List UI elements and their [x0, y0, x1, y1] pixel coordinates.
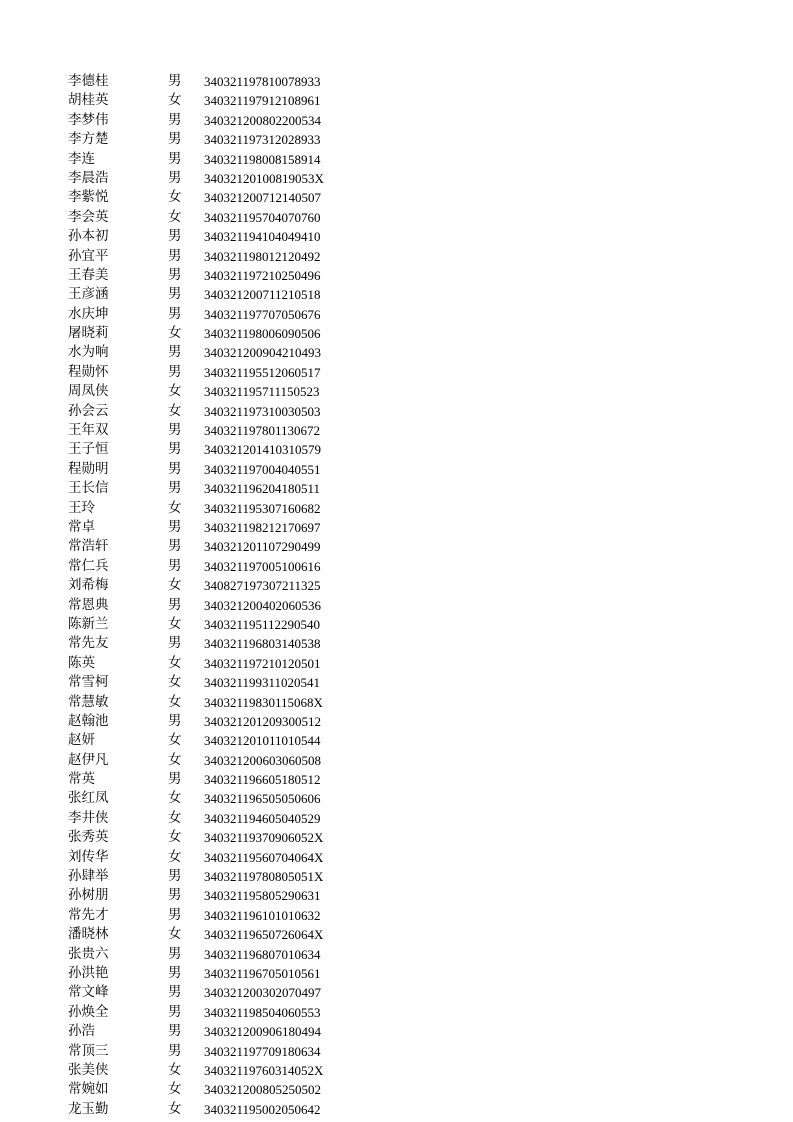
table-row: [68, 751, 388, 770]
person-gender: 女: [168, 92, 182, 109]
person-name: 周凤侠: [68, 383, 109, 400]
person-gender: 女: [168, 1081, 182, 1098]
person-name: 李连: [68, 150, 95, 167]
person-id-number: 340321196803140538: [204, 636, 321, 652]
person-id-number: 340321196705010561: [204, 965, 321, 981]
person-name: 常卓: [68, 518, 95, 535]
table-row: [68, 537, 388, 556]
person-id-number: 340321196101010632: [204, 907, 321, 923]
table-row: [68, 499, 388, 518]
table-row: [68, 305, 388, 324]
table-row: [68, 634, 388, 653]
table-row: [68, 731, 388, 750]
person-name: 孙洪艳: [68, 964, 109, 981]
person-gender: 女: [168, 674, 182, 691]
person-gender: 男: [168, 441, 182, 458]
person-id-number: 340321201410310579: [204, 442, 321, 458]
person-name: 李会英: [68, 208, 109, 225]
person-name: 屠晓莉: [68, 325, 109, 342]
person-id-number: 340321194104049410: [204, 229, 321, 245]
table-row: [68, 886, 388, 905]
person-gender: 女: [168, 809, 182, 826]
person-name: 王年双: [68, 422, 109, 439]
person-name: 李梦伟: [68, 111, 109, 128]
person-gender: 女: [168, 751, 182, 768]
table-row: [68, 150, 388, 169]
table-row: [68, 673, 388, 692]
person-name: 常慧敏: [68, 693, 109, 710]
person-id-number: 340321195805290631: [204, 888, 321, 904]
person-id-number: 340321195112290540: [204, 616, 321, 632]
table-row: [68, 925, 388, 944]
table-row: [68, 1042, 388, 1061]
person-id-number: 340321200402060536: [204, 597, 321, 613]
person-gender: 女: [168, 499, 182, 516]
table-row: [68, 188, 388, 207]
person-id-number: 340321200805250502: [204, 1082, 321, 1098]
table-row: [68, 557, 388, 576]
person-gender: 男: [168, 635, 182, 652]
person-name: 水为响: [68, 344, 109, 361]
person-id-number: 34032119370906052X: [204, 830, 324, 846]
person-id-number: 340321196605180512: [204, 772, 321, 788]
person-id-number: 340321197210250496: [204, 267, 321, 283]
person-name: 胡桂英: [68, 92, 109, 109]
table-row: [68, 770, 388, 789]
table-row: [68, 712, 388, 731]
table-row: [68, 1100, 388, 1119]
person-id-number: 340321201107290499: [204, 539, 321, 555]
table-row: [68, 111, 388, 130]
person-gender: 男: [168, 712, 182, 729]
person-id-number: 340321200802200534: [204, 112, 321, 128]
person-gender: 女: [168, 848, 182, 865]
person-name: 陈英: [68, 654, 95, 671]
table-row: [68, 72, 388, 91]
person-name: 王长信: [68, 480, 109, 497]
person-id-number: 340321196204180511: [204, 481, 321, 497]
person-gender: 女: [168, 402, 182, 419]
person-gender: 男: [168, 518, 182, 535]
table-row: [68, 460, 388, 479]
person-id-number: 340321197707050676: [204, 306, 321, 322]
table-row: [68, 983, 388, 1002]
person-id-number: 34032119760314052X: [204, 1062, 324, 1078]
person-name: 常先友: [68, 635, 109, 652]
table-row: [68, 693, 388, 712]
person-name: 陈新兰: [68, 615, 109, 632]
person-id-number: 340321200711210518: [204, 287, 321, 303]
person-gender: 女: [168, 1061, 182, 1078]
person-name: 张秀英: [68, 829, 109, 846]
person-name: 常顶三: [68, 1042, 109, 1059]
person-id-number: 34032119780805051X: [204, 869, 324, 885]
person-gender: 男: [168, 266, 182, 283]
table-row: [68, 91, 388, 110]
table-row: [68, 596, 388, 615]
table-row: [68, 906, 388, 925]
person-id-number: 34032119560704064X: [204, 849, 324, 865]
person-id-number: 340321201011010544: [204, 733, 321, 749]
table-row: [68, 208, 388, 227]
person-name: 常文峰: [68, 984, 109, 1001]
person-name: 李德桂: [68, 73, 109, 89]
person-id-number: 340321197310030503: [204, 403, 321, 419]
roster-table: [68, 72, 388, 1119]
person-gender: 女: [168, 829, 182, 846]
person-name: 常雪柯: [68, 674, 109, 691]
person-name: 李晨浩: [68, 169, 109, 186]
table-row: [68, 227, 388, 246]
person-gender: 女: [168, 615, 182, 632]
person-name: 王子恒: [68, 441, 109, 458]
person-gender: 男: [168, 344, 182, 361]
person-gender: 女: [168, 732, 182, 749]
person-id-number: 340321195002050642: [204, 1101, 321, 1117]
person-name: 孙本初: [68, 228, 109, 245]
person-name: 赵伊凡: [68, 751, 109, 768]
person-name: 刘传华: [68, 848, 109, 865]
person-id-number: 34032120100819053X: [204, 170, 324, 186]
person-id-number: 340321197709180634: [204, 1043, 321, 1059]
table-row: [68, 1080, 388, 1099]
person-name: 李井侠: [68, 809, 109, 826]
person-id-number: 340321195711150523: [204, 384, 320, 400]
person-name: 常恩典: [68, 596, 109, 613]
table-row: [68, 382, 388, 401]
person-name: 常仁兵: [68, 557, 109, 574]
person-name: 李紫悦: [68, 189, 109, 206]
person-id-number: 340321197005100616: [204, 558, 321, 574]
table-row: [68, 576, 388, 595]
person-id-number: 340321195704070760: [204, 209, 321, 225]
person-name: 张红凤: [68, 790, 109, 807]
person-name: 程勋怀: [68, 363, 109, 380]
table-row: [68, 247, 388, 266]
person-gender: 女: [168, 189, 182, 206]
table-row: [68, 1003, 388, 1022]
person-name: 王彦涵: [68, 286, 109, 303]
table-row: [68, 266, 388, 285]
person-id-number: 340321198504060553: [204, 1004, 321, 1020]
table-row: [68, 343, 388, 362]
person-name: 孙焕全: [68, 1003, 109, 1020]
person-name: 张美侠: [68, 1061, 109, 1078]
person-id-number: 340321195512060517: [204, 364, 321, 380]
person-gender: 男: [168, 422, 182, 439]
person-name: 孙浩: [68, 1023, 95, 1040]
person-id-number: 340321197210120501: [204, 655, 321, 671]
person-gender: 女: [168, 577, 182, 594]
person-id-number: 340321197801130672: [204, 423, 321, 439]
person-gender: 男: [168, 305, 182, 322]
table-row: [68, 654, 388, 673]
person-name: 潘晓林: [68, 926, 109, 943]
person-gender: 男: [168, 538, 182, 555]
person-id-number: 340321200712140507: [204, 190, 321, 206]
table-row: [68, 964, 388, 983]
person-name: 常浩轩: [68, 538, 109, 555]
person-gender: 男: [168, 363, 182, 380]
person-name: 常英: [68, 771, 95, 788]
table-row: [68, 518, 388, 537]
person-gender: 男: [168, 228, 182, 245]
person-gender: 女: [168, 325, 182, 342]
table-row: [68, 945, 388, 964]
table-row: [68, 867, 388, 886]
person-id-number: 340321200603060508: [204, 752, 321, 768]
person-gender: 女: [168, 790, 182, 807]
table-row: [68, 169, 388, 188]
person-id-number: 340321194605040529: [204, 810, 321, 826]
person-id-number: 340321198012120492: [204, 248, 321, 264]
table-row: [68, 1061, 388, 1080]
table-row: [68, 828, 388, 847]
person-gender: 女: [168, 208, 182, 225]
person-id-number: 340321197312028933: [204, 132, 321, 148]
person-gender: 女: [168, 693, 182, 710]
person-gender: 女: [168, 383, 182, 400]
person-name: 李方楚: [68, 131, 109, 148]
table-row: [68, 848, 388, 867]
person-name: 常婉如: [68, 1081, 109, 1098]
person-name: 孙树朋: [68, 887, 109, 904]
person-gender: 男: [168, 73, 182, 89]
person-gender: 男: [168, 945, 182, 962]
person-gender: 男: [168, 868, 182, 885]
person-id-number: 340321195307160682: [204, 500, 321, 516]
table-row: [68, 285, 388, 304]
person-id-number: 340321198006090506: [204, 326, 321, 342]
person-gender: 男: [168, 150, 182, 167]
person-gender: 女: [168, 654, 182, 671]
table-row: [68, 615, 388, 634]
person-name: 刘希梅: [68, 577, 109, 594]
table-row: [68, 363, 388, 382]
table-row: [68, 440, 388, 459]
table-row: [68, 402, 388, 421]
person-id-number: 340321198008158914: [204, 151, 321, 167]
person-name: 赵妍: [68, 732, 95, 749]
person-gender: 男: [168, 131, 182, 148]
person-id-number: 340321200302070497: [204, 985, 321, 1001]
person-id-number: 340321201209300512: [204, 713, 321, 729]
person-id-number: 340321197810078933: [204, 74, 321, 89]
person-gender: 男: [168, 286, 182, 303]
person-id-number: 340321196505050606: [204, 791, 321, 807]
table-row: [68, 421, 388, 440]
person-name: 王春美: [68, 266, 109, 283]
person-gender: 男: [168, 984, 182, 1001]
person-name: 龙玉勤: [68, 1100, 109, 1117]
person-name: 孙肆举: [68, 868, 109, 885]
table-row: [68, 809, 388, 828]
person-gender: 男: [168, 169, 182, 186]
person-gender: 男: [168, 480, 182, 497]
person-name: 水庆坤: [68, 305, 109, 322]
table-row: [68, 130, 388, 149]
table-row: [68, 789, 388, 808]
person-gender: 男: [168, 247, 182, 264]
person-name: 王玲: [68, 499, 95, 516]
person-gender: 男: [168, 557, 182, 574]
person-gender: 女: [168, 1100, 182, 1117]
person-id-number: 34032119650726064X: [204, 927, 324, 943]
person-gender: 女: [168, 926, 182, 943]
person-gender: 男: [168, 1023, 182, 1040]
person-id-number: 34032119830115068X: [204, 694, 323, 710]
person-gender: 男: [168, 771, 182, 788]
person-gender: 男: [168, 1003, 182, 1020]
person-gender: 男: [168, 460, 182, 477]
person-id-number: 340827197307211325: [204, 578, 321, 594]
person-gender: 男: [168, 906, 182, 923]
person-name: 常先才: [68, 906, 109, 923]
person-name: 孙会云: [68, 402, 109, 419]
person-id-number: 340321200906180494: [204, 1024, 321, 1040]
person-gender: 男: [168, 1042, 182, 1059]
person-gender: 男: [168, 887, 182, 904]
table-row: [68, 1022, 388, 1041]
person-id-number: 340321197004040551: [204, 461, 321, 477]
person-id-number: 340321200904210493: [204, 345, 321, 361]
person-gender: 男: [168, 964, 182, 981]
person-id-number: 340321197912108961: [204, 93, 321, 109]
person-gender: 男: [168, 596, 182, 613]
person-name: 孙宜平: [68, 247, 109, 264]
person-id-number: 340321199311020541: [204, 675, 321, 691]
person-id-number: 340321198212170697: [204, 519, 321, 535]
person-gender: 男: [168, 111, 182, 128]
table-row: [68, 479, 388, 498]
person-name: 程勋明: [68, 460, 109, 477]
person-id-number: 340321196807010634: [204, 946, 321, 962]
person-name: 张贵六: [68, 945, 109, 962]
person-name: 赵翰池: [68, 712, 109, 729]
table-row: [68, 324, 388, 343]
